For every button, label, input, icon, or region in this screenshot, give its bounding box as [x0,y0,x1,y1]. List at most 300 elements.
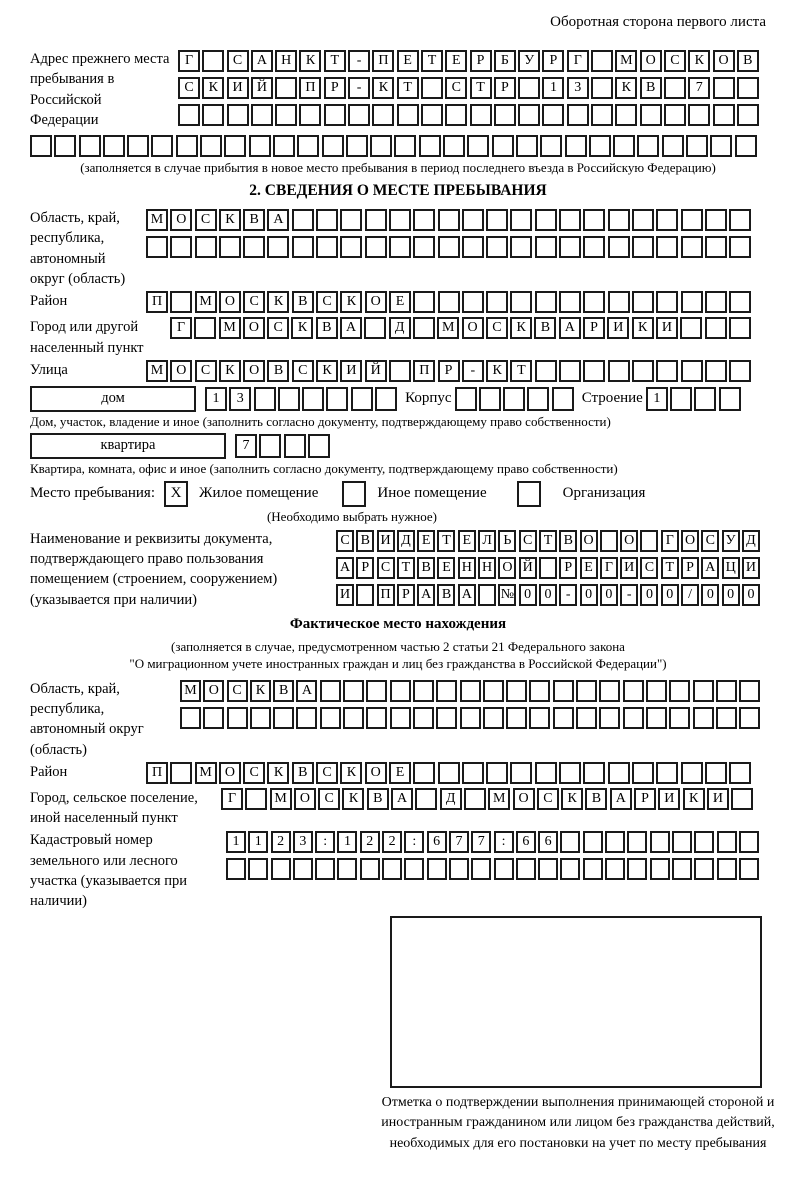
char-cell [340,236,362,258]
place-type-caption: (Необходимо выбрать нужное) [266,508,438,524]
char-cell [202,50,224,72]
char-cell: 0 [701,584,719,606]
char-cell: О [498,557,516,579]
char-cell: С [640,557,658,579]
char-cell: Н [458,557,476,579]
char-cell: И [336,584,354,606]
char-cell: К [299,50,321,72]
cadastral-label: Кадастровый номер земельного или лесного участка (указывается при наличии) [30,832,187,910]
char-cell [538,858,558,880]
char-cell: 6 [427,831,447,853]
char-cell: Р [559,557,577,579]
char-cell [608,209,630,231]
cadastral-rows [226,830,759,880]
char-cell [623,707,644,729]
char-cell [462,762,484,784]
char-cell [326,387,348,411]
document-row-1 [336,530,760,552]
char-cell: О [170,360,192,382]
char-cell: С [195,209,217,231]
actual-location-caption-1: (заполняется в случае, предусмотренном частью 2 статьи 21 Федерального закона [171,638,625,654]
korpus-label: Корпус [405,390,452,407]
char-cell: Н [275,50,297,72]
char-cell: Е [389,762,411,784]
char-cell: К [561,788,583,810]
char-cell [591,77,613,99]
checkbox-zhiloe: X [164,481,188,507]
char-cell [462,291,484,313]
char-cell [324,104,346,126]
char-cell [337,858,357,880]
char-cell [356,584,374,606]
char-cell: М [270,788,292,810]
char-cell: О [681,530,699,552]
char-cell [553,680,574,702]
char-cell [464,788,486,810]
char-cell: Д [397,530,415,552]
district-row [146,291,751,313]
char-cell: В [559,530,577,552]
char-cell [278,387,300,411]
confirmation-stamp-caption: Отметка о подтверждении выполнения принимающей стороной и иностранным гражданином или лицом без гражданства действий, необходимых для его постановки на учет по месту пребывания [381,1094,775,1152]
char-cell [539,557,557,579]
char-cell: Е [397,50,419,72]
char-cell [640,104,662,126]
char-cell: М [488,788,510,810]
char-cell [608,762,630,784]
char-cell [243,236,265,258]
char-cell: : [404,831,424,853]
char-cell: Е [580,557,598,579]
char-cell [360,858,380,880]
region-label: Область, край, республика, автономный округ (область) [30,210,126,287]
char-cell [680,317,702,339]
checkbox-inoe [342,481,366,507]
char-cell: 1 [248,831,268,853]
char-cell [478,584,496,606]
char-cell [146,236,168,258]
char-cell: О [580,530,598,552]
char-cell: К [683,788,705,810]
char-cell: П [146,291,168,313]
char-cell: : [494,831,514,853]
char-cell [605,858,625,880]
char-cell: 0 [580,584,598,606]
char-cell [486,291,508,313]
char-cell [583,209,605,231]
korpus-cells [455,387,574,411]
char-cell [729,317,751,339]
char-cell [705,236,727,258]
prev-address-block [30,49,766,130]
char-cell [471,858,491,880]
char-cell [275,104,297,126]
char-cell [627,858,647,880]
char-cell: В [437,584,455,606]
char-cell [518,77,540,99]
char-cell: С [664,50,686,72]
char-cell [681,236,703,258]
char-cell [632,236,654,258]
char-cell [516,858,536,880]
char-cell [737,77,759,99]
char-cell [559,762,581,784]
char-cell [559,236,581,258]
char-cell: О [243,317,265,339]
page-side-note: Оборотная сторона первого листа [550,14,766,30]
cadastral-row-1 [226,831,759,853]
char-cell: В [367,788,389,810]
char-cell [608,360,630,382]
char-cell [510,762,532,784]
prev-address-caption: (заполняется в случае прибытия в новое место пребывания в период последнего въезда в Российскую Федерацию) [80,160,716,176]
char-cell [688,104,710,126]
char-cell: В [316,317,338,339]
char-cell: В [273,680,294,702]
char-cell [600,530,618,552]
char-cell [669,680,690,702]
apartment-cells [235,434,330,458]
char-cell: Е [445,50,467,72]
char-cell [390,680,411,702]
char-cell [650,831,670,853]
char-cell [516,135,538,157]
street-label: Улица [30,361,68,378]
char-cell: С [377,557,395,579]
district-label: Район [30,293,68,310]
char-cell [510,209,532,231]
char-cell: С [701,530,719,552]
char-cell [576,680,597,702]
char-cell: Т [397,557,415,579]
char-cell: Д [742,530,760,552]
char-cell [322,135,344,157]
char-cell: С [178,77,200,99]
char-cell [510,236,532,258]
char-cell [506,707,527,729]
char-cell: П [146,762,168,784]
char-cell [559,209,581,231]
char-cell [170,236,192,258]
place-type-block [30,481,766,507]
char-cell [421,77,443,99]
char-cell: Т [510,360,532,382]
char-cell [79,135,101,157]
char-cell [394,135,416,157]
char-cell: Д [389,317,411,339]
char-cell: 7 [449,831,469,853]
char-cell [226,858,246,880]
char-cell: О [243,360,265,382]
char-cell [693,680,714,702]
region-block [30,208,766,289]
house-box-label: дом [30,386,196,412]
document-block [30,529,766,610]
option-inoe-label: Иное помещение [377,485,487,502]
char-cell [565,135,587,157]
char-cell [510,291,532,313]
char-cell [672,858,692,880]
char-cell: П [299,77,321,99]
actual-district-row [146,762,751,784]
house-number-cells [205,387,397,411]
apartment-block [30,433,766,459]
char-cell [320,680,341,702]
char-cell [583,360,605,382]
char-cell: И [620,557,638,579]
char-cell [664,104,686,126]
char-cell [54,135,76,157]
char-cell: О [513,788,535,810]
char-cell [389,360,411,382]
char-cell: М [146,209,168,231]
char-cell [646,680,667,702]
char-cell: С [195,360,217,382]
char-cell [460,707,481,729]
char-cell: С [267,317,289,339]
char-cell [370,135,392,157]
char-cell [443,135,465,157]
char-cell [316,209,338,231]
char-cell [608,291,630,313]
char-cell [716,680,737,702]
char-cell [656,762,678,784]
char-cell [151,135,173,157]
char-cell [560,858,580,880]
char-cell: К [688,50,710,72]
char-cell: Р [324,77,346,99]
char-cell [413,680,434,702]
char-cell [202,104,224,126]
prev-address-row-1 [178,50,759,72]
char-cell: К [316,360,338,382]
house-block [30,386,766,412]
char-cell [479,387,501,411]
actual-region-block [30,679,766,760]
char-cell: Т [324,50,346,72]
actual-city-block [30,788,766,829]
char-cell [413,209,435,231]
char-cell [436,680,457,702]
char-cell [404,858,424,880]
char-cell: О [219,762,241,784]
char-cell: И [340,360,362,382]
char-cell: А [340,317,362,339]
char-cell: 0 [722,584,740,606]
char-cell: Т [539,530,557,552]
char-cell: Р [397,584,415,606]
char-cell: Т [470,77,492,99]
char-cell: О [294,788,316,810]
char-cell: 0 [600,584,618,606]
char-cell: К [342,788,364,810]
char-cell [705,209,727,231]
apartment-caption: Квартира, комната, офис и иное (заполнить согласно документу, подтверждающему право собственности) [30,460,618,476]
char-cell: 1 [226,831,246,853]
char-cell [343,707,364,729]
char-cell [436,707,457,729]
document-rows [336,529,760,606]
char-cell: : [315,831,335,853]
char-cell: С [519,530,537,552]
char-cell [583,291,605,313]
char-cell: Р [634,788,656,810]
char-cell [567,104,589,126]
char-cell [518,104,540,126]
char-cell: 0 [539,584,557,606]
char-cell: К [340,762,362,784]
char-cell: С [445,77,467,99]
char-cell: Д [440,788,462,810]
char-cell [249,135,271,157]
char-cell: И [607,317,629,339]
char-cell [535,236,557,258]
char-cell [492,135,514,157]
char-cell: № [498,584,516,606]
char-cell [583,858,603,880]
char-cell: М [146,360,168,382]
char-cell [470,104,492,126]
char-cell: И [707,788,729,810]
char-cell [656,209,678,231]
char-cell [739,831,759,853]
stroenie-cells [646,387,741,411]
char-cell [248,858,268,880]
char-cell: В [243,209,265,231]
char-cell: К [372,77,394,99]
char-cell [483,707,504,729]
char-cell: К [267,762,289,784]
char-cell [717,858,737,880]
char-cell [467,135,489,157]
actual-city-row [221,788,753,810]
char-cell: О [713,50,735,72]
char-cell [656,291,678,313]
char-cell: М [219,317,241,339]
char-cell: Г [221,788,243,810]
char-cell [176,135,198,157]
char-cell [739,707,760,729]
char-cell: В [356,530,374,552]
char-cell: 3 [567,77,589,99]
char-cell [427,858,447,880]
char-cell [535,209,557,231]
char-cell [315,858,335,880]
char-cell [364,317,386,339]
char-cell: Т [397,77,419,99]
char-cell [583,831,603,853]
char-cell: М [195,291,217,313]
char-cell [445,104,467,126]
char-cell: О [203,680,224,702]
char-cell [351,387,373,411]
char-cell: А [336,557,354,579]
char-cell: 6 [516,831,536,853]
char-cell [737,104,759,126]
street-block [30,360,766,382]
char-cell [560,831,580,853]
char-cell: В [640,77,662,99]
char-cell [591,104,613,126]
confirmation-stamp-box [390,916,762,1088]
char-cell: К [202,77,224,99]
char-cell: 0 [661,584,679,606]
char-cell: С [336,530,354,552]
char-cell: А [251,50,273,72]
actual-region-row-2 [180,707,760,729]
char-cell: 7 [688,77,710,99]
char-cell [343,680,364,702]
char-cell [540,135,562,157]
char-cell [103,135,125,157]
region-row-1 [146,209,751,231]
section2-title: 2. СВЕДЕНИЯ О МЕСТЕ ПРЕБЫВАНИЯ [249,182,547,200]
district-block [30,291,766,313]
char-cell [273,707,294,729]
prev-address-label: Адрес прежнего места пребывания в Российской Федерации [30,51,170,128]
char-cell [227,104,249,126]
char-cell: С [537,788,559,810]
char-cell: 0 [519,584,537,606]
char-cell: Р [438,360,460,382]
char-cell [365,209,387,231]
char-cell [623,680,644,702]
char-cell: Н [478,557,496,579]
char-cell: 3 [293,831,313,853]
char-cell: 1 [337,831,357,853]
char-cell [438,236,460,258]
char-cell [637,135,659,157]
char-cell [275,77,297,99]
char-cell: 2 [382,831,402,853]
char-cell: - [348,77,370,99]
char-cell [681,291,703,313]
document-row-2 [336,557,760,579]
char-cell [632,762,654,784]
region-rows [146,208,751,258]
char-cell [296,707,317,729]
char-cell [717,831,737,853]
char-cell [731,788,753,810]
char-cell [267,236,289,258]
prev-address-row-3 [178,104,759,126]
char-cell: В [585,788,607,810]
char-cell [681,209,703,231]
char-cell: М [437,317,459,339]
place-type-label: Место пребывания: [30,485,155,502]
char-cell: С [243,291,265,313]
city-label: Город или другой населенный пункт [30,319,144,356]
char-cell: 2 [360,831,380,853]
char-cell: О [462,317,484,339]
char-cell [438,209,460,231]
char-cell: Г [600,557,618,579]
char-cell: Е [437,557,455,579]
char-cell [421,104,443,126]
char-cell: С [486,317,508,339]
char-cell: И [742,557,760,579]
char-cell [372,104,394,126]
char-cell: 1 [205,387,227,411]
char-cell [413,317,435,339]
char-cell: 1 [646,387,668,411]
char-cell [576,707,597,729]
checkbox-organizaciya [517,481,541,507]
char-cell [693,707,714,729]
char-cell [365,236,387,258]
char-cell [178,104,200,126]
char-cell [506,680,527,702]
